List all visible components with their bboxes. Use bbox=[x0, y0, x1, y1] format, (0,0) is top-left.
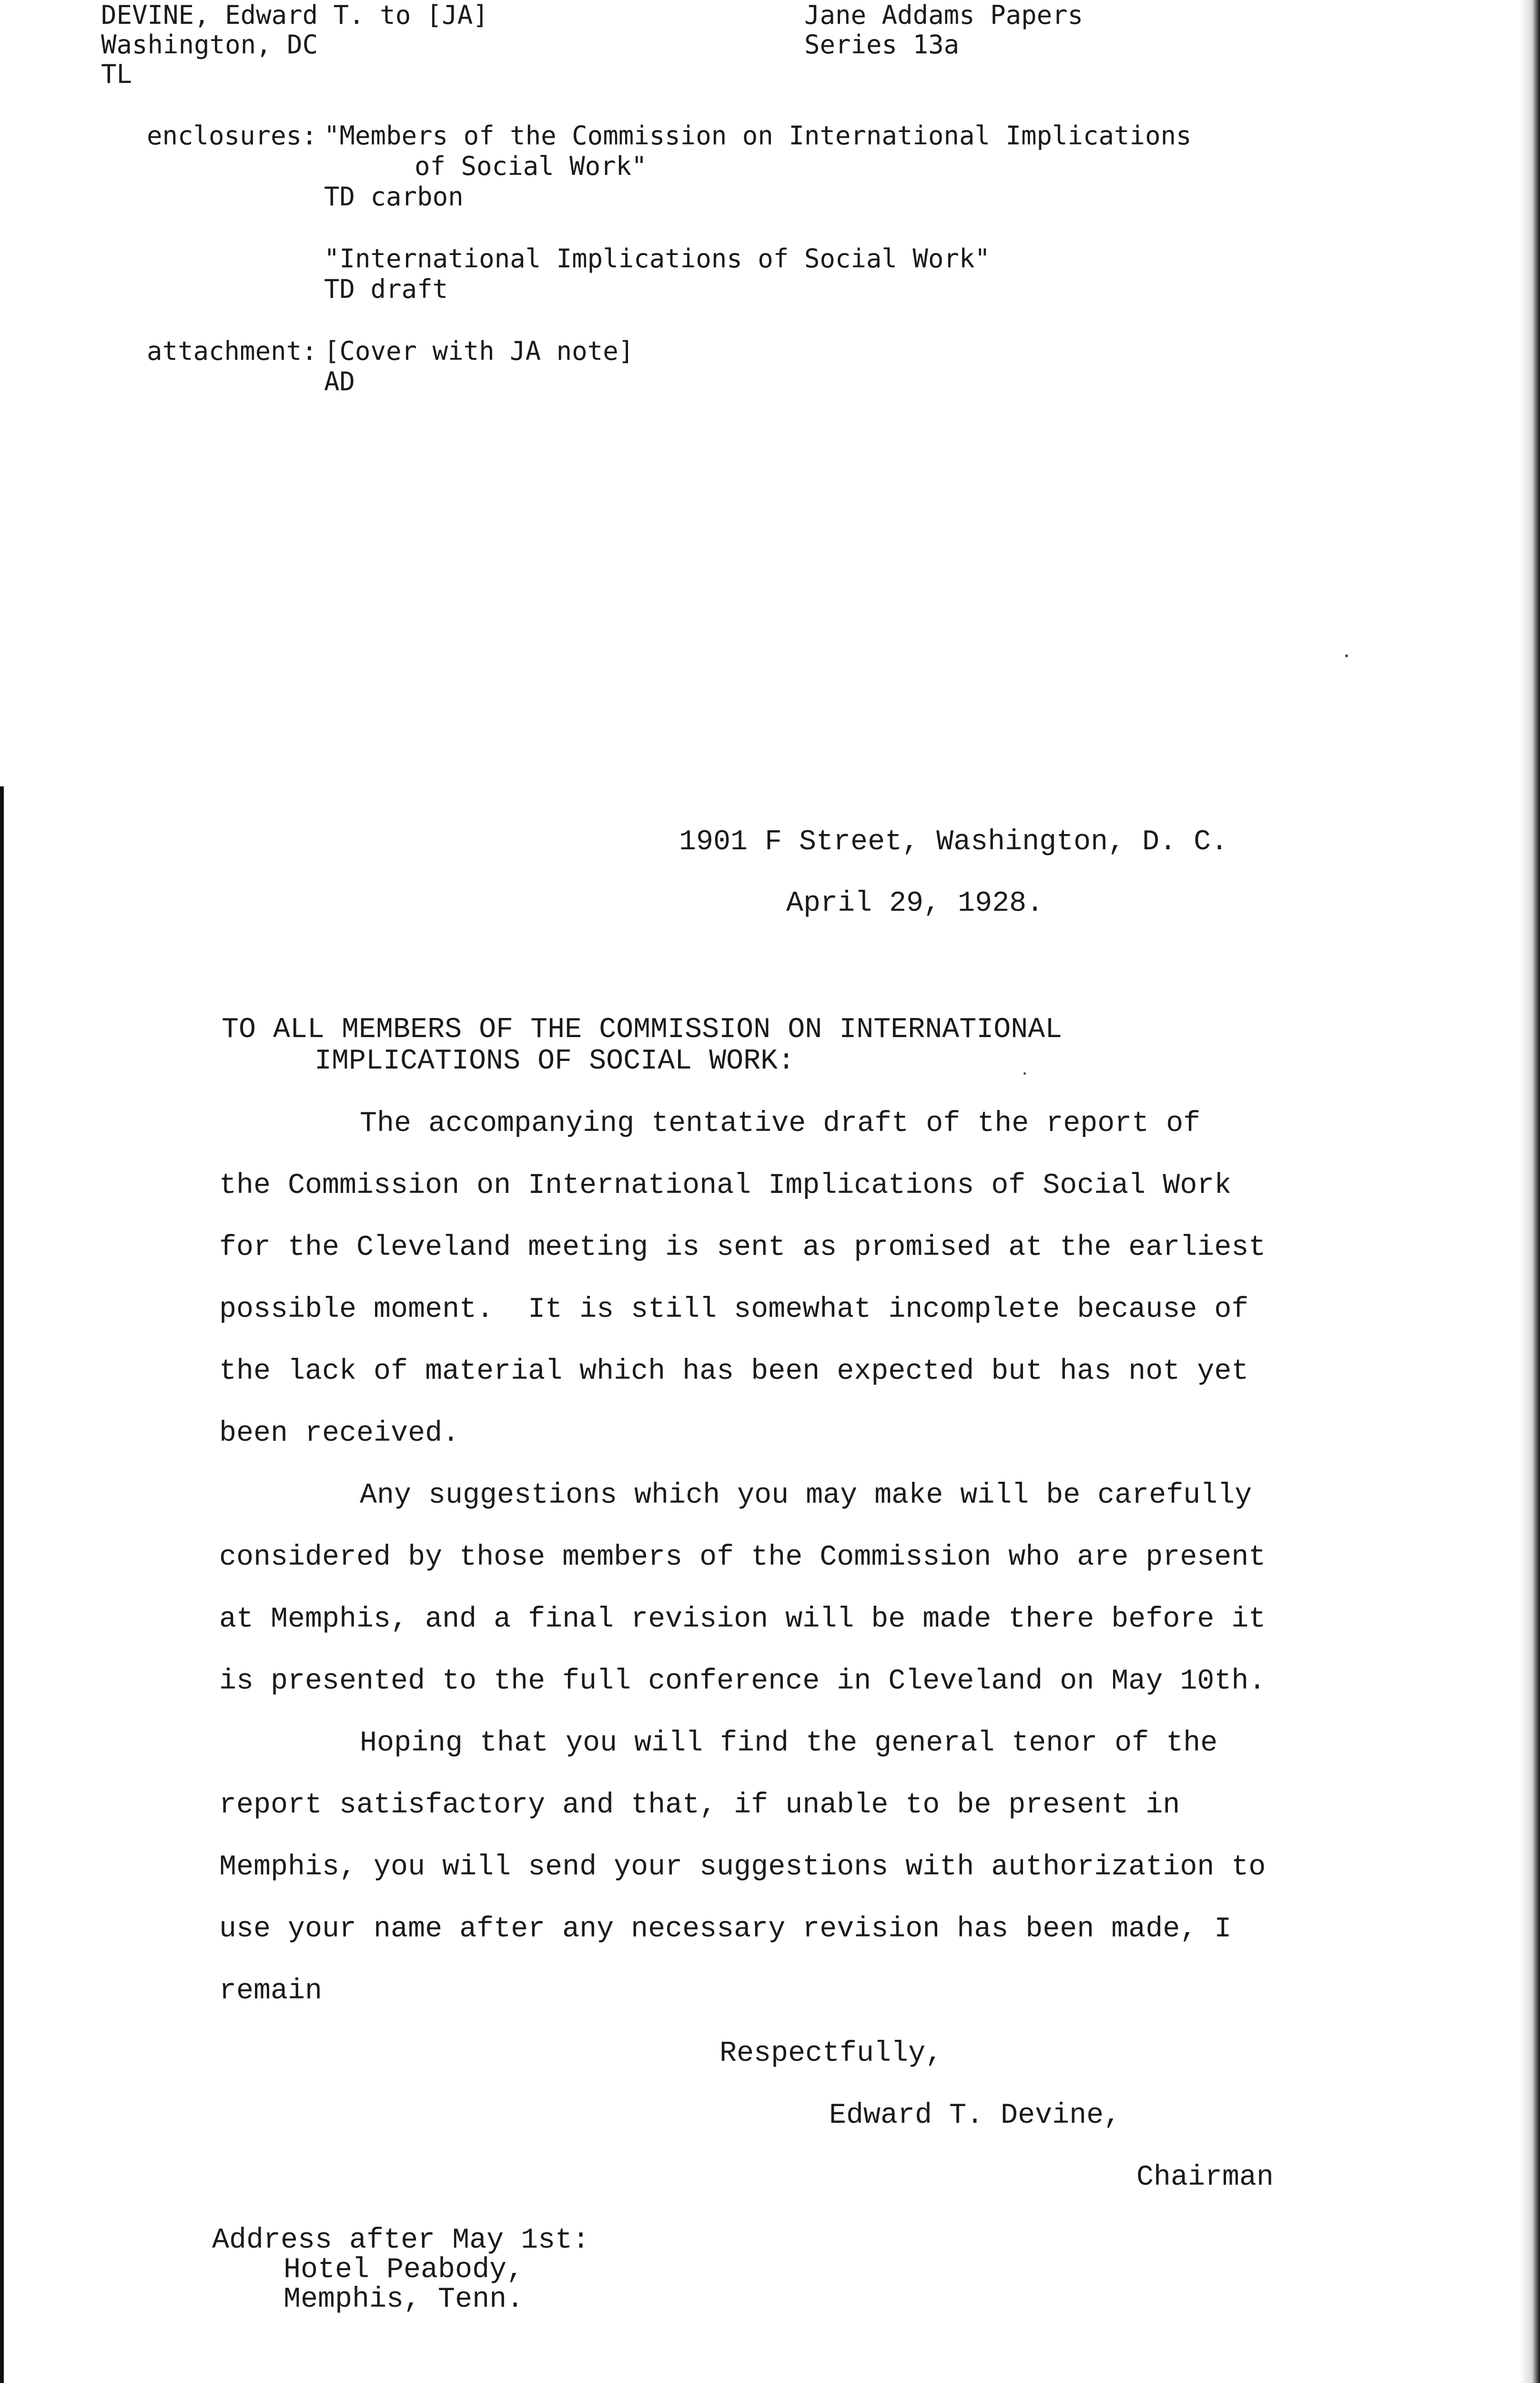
signature-name: Edward T. Devine, bbox=[829, 2099, 1121, 2132]
body-line: at Memphis, and a final revision will be made there before it bbox=[219, 1603, 1266, 1636]
body-line: remain bbox=[219, 1975, 323, 2007]
enclosures-label: enclosures: bbox=[147, 121, 317, 151]
body-line: is presented to the full conference in Cleveland on May 10th. bbox=[219, 1665, 1266, 1698]
body-line: the Commission on International Implications of Social Work bbox=[219, 1170, 1232, 1202]
enclosure-1-type: TD carbon bbox=[324, 182, 464, 212]
body-line: report satisfactory and that, if unable to be present in bbox=[219, 1789, 1180, 1822]
enclosure-1-title-continued: of Social Work" bbox=[415, 151, 647, 181]
body-line: Any suggestions which you may make will be carefully bbox=[360, 1479, 1252, 1512]
body-line: Memphis, you will send your suggestions with authorization to bbox=[219, 1851, 1266, 1884]
body-line: considered by those members of the Commission who are present bbox=[219, 1541, 1266, 1574]
scan-speck bbox=[1023, 1072, 1026, 1075]
attachment-title: [Cover with JA note] bbox=[324, 336, 634, 366]
body-line: The accompanying tentative draft of the report of bbox=[360, 1108, 1201, 1140]
footer-address-line-1: Hotel Peabody, bbox=[284, 2254, 524, 2286]
body-line: Hoping that you will find the general tenor of the bbox=[360, 1727, 1218, 1760]
salutation-line-2: IMPLICATIONS OF SOCIAL WORK: bbox=[314, 1045, 795, 1078]
sender-address: 1901 F Street, Washington, D. C. bbox=[679, 826, 1228, 858]
header-series: Series 13a bbox=[804, 30, 960, 60]
footer-address-line-2: Memphis, Tenn. bbox=[284, 2283, 524, 2316]
salutation-line-1: TO ALL MEMBERS OF THE COMMISSION ON INTERNATIONAL bbox=[222, 1014, 1063, 1046]
closing: Respectfully, bbox=[719, 2037, 943, 2070]
header-correspondent: DEVINE, Edward T. to [JA] bbox=[101, 0, 488, 30]
body-line: been received. bbox=[219, 1417, 460, 1450]
scan-speck bbox=[1345, 654, 1348, 657]
letter-date: April 29, 1928. bbox=[786, 887, 1044, 920]
enclosure-1-title: "Members of the Commission on International Implications bbox=[324, 121, 1192, 151]
enclosure-2-type: TD draft bbox=[324, 274, 448, 304]
header-collection: Jane Addams Papers bbox=[804, 0, 1084, 30]
enclosure-2-title: "International Implications of Social Work" bbox=[324, 244, 990, 274]
footer-address-label: Address after May 1st: bbox=[212, 2224, 590, 2257]
attachment-label: attachment: bbox=[147, 336, 317, 366]
body-line: for the Cleveland meeting is sent as promised at the earliest bbox=[219, 1232, 1266, 1264]
body-line: use your name after any necessary revision has been made, I bbox=[219, 1913, 1232, 1945]
body-line: the lack of material which has been expected but has not yet bbox=[219, 1355, 1249, 1388]
attachment-type: AD bbox=[324, 367, 355, 397]
signature-title: Chairman bbox=[1136, 2161, 1274, 2194]
scan-edge-left bbox=[0, 786, 4, 2383]
scan-edge-right bbox=[1520, 0, 1540, 2383]
header-document-type: TL bbox=[101, 59, 132, 89]
body-line: possible moment. It is still somewhat incomplete because of bbox=[219, 1293, 1249, 1326]
header-place: Washington, DC bbox=[101, 30, 318, 60]
